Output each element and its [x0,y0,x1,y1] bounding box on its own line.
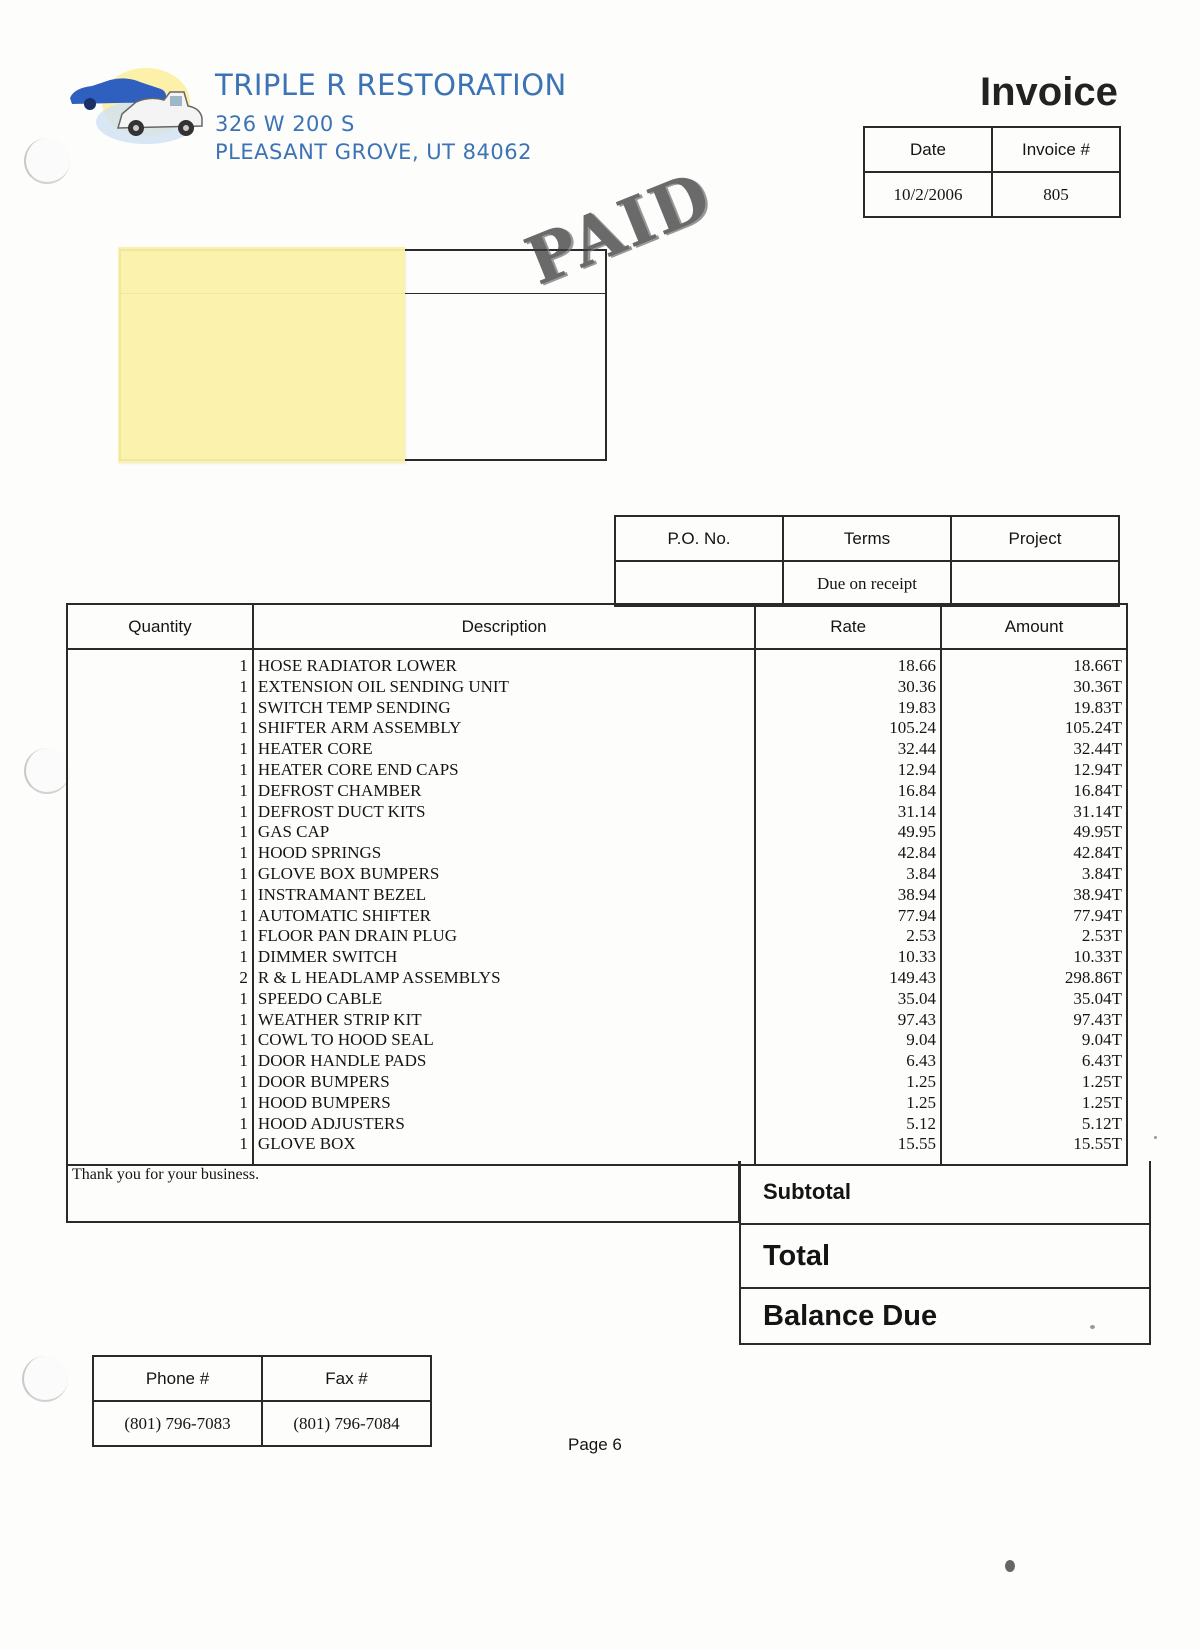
line-item-rate: 19.83 [755,698,941,719]
line-item-quantity: 1 [67,989,253,1010]
line-item-amount: 2.53T [941,926,1127,947]
punch-hole-top [24,138,70,184]
project-label: Project [951,516,1119,561]
line-item-amount: 9.04T [941,1030,1127,1051]
scan-speck [1090,1325,1095,1329]
thank-you-message: Thank you for your business. [72,1166,260,1183]
line-item-rate: 97.43 [755,1010,941,1031]
line-item-amount: 35.04T [941,989,1127,1010]
line-item-quantity: 1 [67,739,253,760]
line-item-description: SPEEDO CABLE [253,989,755,1010]
line-item-amount: 30.36T [941,677,1127,698]
line-item-row [67,1072,1127,1093]
subtotal-label: Subtotal [740,1161,1150,1224]
line-item-amount: 49.95T [941,822,1127,843]
scan-speck [1154,1136,1157,1139]
amount-header: Amount [941,604,1127,649]
line-item-description: GAS CAP [253,822,755,843]
punch-hole-bottom [22,1356,68,1402]
line-item-description: HEATER CORE END CAPS [253,760,755,781]
line-item-row [67,698,1127,719]
terms-value: Due on receipt [783,561,951,606]
line-item-quantity: 1 [67,885,253,906]
line-item-amount: 31.14T [941,802,1127,823]
line-item-rate: 149.43 [755,968,941,989]
date-label: Date [864,127,992,172]
line-item-amount: 16.84T [941,781,1127,802]
line-item-quantity: 1 [67,843,253,864]
line-item-quantity: 1 [67,926,253,947]
line-item-row [67,885,1127,906]
line-item-amount: 18.66T [941,649,1127,677]
line-item-amount: 77.94T [941,906,1127,927]
line-item-quantity: 1 [67,718,253,739]
line-items-header-row [67,604,1127,649]
company-address-line1: 326 W 200 S [215,112,355,136]
line-item-rate: 12.94 [755,760,941,781]
line-item-row [67,760,1127,781]
line-item-amount: 12.94T [941,760,1127,781]
contact-table [92,1355,432,1447]
line-item-rate: 1.25 [755,1093,941,1114]
scan-speck [1005,1560,1015,1572]
line-item-row [67,968,1127,989]
line-item-amount: 10.33T [941,947,1127,968]
project-value [951,561,1119,606]
po-number-value [615,561,783,606]
line-item-amount: 42.84T [941,843,1127,864]
line-item-rate: 16.84 [755,781,941,802]
line-item-quantity: 1 [67,1134,253,1165]
line-item-row [67,1051,1127,1072]
line-item-description: DEFROST DUCT KITS [253,802,755,823]
line-item-description: R & L HEADLAMP ASSEMBLYS [253,968,755,989]
line-item-quantity: 1 [67,1114,253,1135]
invoice-header-table [863,126,1121,218]
line-item-amount: 1.25T [941,1093,1127,1114]
line-item-row [67,649,1127,677]
line-item-quantity: 1 [67,649,253,677]
line-item-amount: 15.55T [941,1134,1127,1165]
line-item-amount: 38.94T [941,885,1127,906]
line-item-rate: 2.53 [755,926,941,947]
phone-label: Phone # [93,1356,262,1401]
line-item-description: HOSE RADIATOR LOWER [253,649,755,677]
line-item-quantity: 1 [67,781,253,802]
terms-label: Terms [783,516,951,561]
invoice-number-label: Invoice # [992,127,1120,172]
line-item-amount: 298.86T [941,968,1127,989]
totals-table [739,1161,1151,1345]
line-item-amount: 3.84T [941,864,1127,885]
line-item-row [67,1030,1127,1051]
classic-cars-logo [66,66,216,148]
line-item-rate: 35.04 [755,989,941,1010]
line-item-description: WEATHER STRIP KIT [253,1010,755,1031]
line-items-table [66,603,1128,1166]
line-item-row [67,926,1127,947]
line-item-description: HOOD BUMPERS [253,1093,755,1114]
line-item-description: HEATER CORE [253,739,755,760]
total-label: Total [740,1224,1150,1288]
line-item-quantity: 1 [67,1051,253,1072]
line-item-quantity: 1 [67,1010,253,1031]
line-item-amount: 19.83T [941,698,1127,719]
line-item-description: HOOD ADJUSTERS [253,1114,755,1135]
line-item-rate: 18.66 [755,649,941,677]
line-item-amount: 105.24T [941,718,1127,739]
line-item-rate: 42.84 [755,843,941,864]
line-item-row [67,781,1127,802]
balance-due-label: Balance Due [740,1288,1150,1344]
line-item-description: DIMMER SWITCH [253,947,755,968]
line-item-row [67,1093,1127,1114]
page-number: Page 6 [568,1435,622,1454]
line-item-quantity: 1 [67,1072,253,1093]
line-item-description: COWL TO HOOD SEAL [253,1030,755,1051]
paid-stamp: PAID [515,156,723,301]
line-item-description: HOOD SPRINGS [253,843,755,864]
line-item-rate: 15.55 [755,1134,941,1165]
punch-hole-middle [24,748,70,794]
phone-number: (801) 796-7083 [93,1401,262,1446]
line-item-amount: 97.43T [941,1010,1127,1031]
line-item-rate: 105.24 [755,718,941,739]
quantity-header: Quantity [67,604,253,649]
description-header: Description [253,604,755,649]
fax-number: (801) 796-7084 [262,1401,431,1446]
line-item-quantity: 1 [67,1093,253,1114]
line-item-quantity: 1 [67,760,253,781]
line-item-rate: 1.25 [755,1072,941,1093]
line-item-rate: 6.43 [755,1051,941,1072]
order-info-table [614,515,1120,607]
line-item-description: AUTOMATIC SHIFTER [253,906,755,927]
line-item-description: EXTENSION OIL SENDING UNIT [253,677,755,698]
line-item-description: DOOR BUMPERS [253,1072,755,1093]
line-item-quantity: 1 [67,864,253,885]
invoice-number: 805 [992,172,1120,217]
line-item-quantity: 2 [67,968,253,989]
line-item-row [67,947,1127,968]
sticky-note-redaction [118,247,405,463]
line-item-quantity: 1 [67,906,253,927]
line-item-quantity: 1 [67,677,253,698]
line-item-amount: 5.12T [941,1114,1127,1135]
line-item-description: DOOR HANDLE PADS [253,1051,755,1072]
po-number-label: P.O. No. [615,516,783,561]
line-item-row [67,822,1127,843]
line-item-description: SWITCH TEMP SENDING [253,698,755,719]
line-item-description: SHIFTER ARM ASSEMBLY [253,718,755,739]
line-item-description: FLOOR PAN DRAIN PLUG [253,926,755,947]
line-item-row [67,989,1127,1010]
line-item-rate: 9.04 [755,1030,941,1051]
line-item-row [67,1010,1127,1031]
line-item-quantity: 1 [67,1030,253,1051]
line-item-quantity: 1 [67,947,253,968]
fax-label: Fax # [262,1356,431,1401]
line-item-amount: 1.25T [941,1072,1127,1093]
line-item-description: GLOVE BOX BUMPERS [253,864,755,885]
line-item-quantity: 1 [67,698,253,719]
line-item-rate: 5.12 [755,1114,941,1135]
line-item-rate: 49.95 [755,822,941,843]
line-item-rate: 32.44 [755,739,941,760]
line-item-rate: 10.33 [755,947,941,968]
line-item-row [67,739,1127,760]
line-item-rate: 3.84 [755,864,941,885]
line-item-quantity: 1 [67,802,253,823]
line-item-description: INSTRAMANT BEZEL [253,885,755,906]
line-item-row [67,1114,1127,1135]
company-name: TRIPLE R RESTORATION [215,68,567,102]
line-item-amount: 32.44T [941,739,1127,760]
line-item-description: DEFROST CHAMBER [253,781,755,802]
line-item-row [67,843,1127,864]
rate-header: Rate [755,604,941,649]
line-item-row [67,802,1127,823]
line-item-row [67,677,1127,698]
line-item-row [67,718,1127,739]
line-items-body [67,649,1127,1165]
company-address-line2: PLEASANT GROVE, UT 84062 [215,140,532,164]
invoice-date: 10/2/2006 [864,172,992,217]
line-item-description: GLOVE BOX [253,1134,755,1165]
line-item-row [67,864,1127,885]
line-item-rate: 77.94 [755,906,941,927]
line-item-amount: 6.43T [941,1051,1127,1072]
line-item-rate: 38.94 [755,885,941,906]
line-item-rate: 30.36 [755,677,941,698]
line-item-quantity: 1 [67,822,253,843]
line-item-row [67,906,1127,927]
line-item-rate: 31.14 [755,802,941,823]
document-title: Invoice [980,70,1118,114]
